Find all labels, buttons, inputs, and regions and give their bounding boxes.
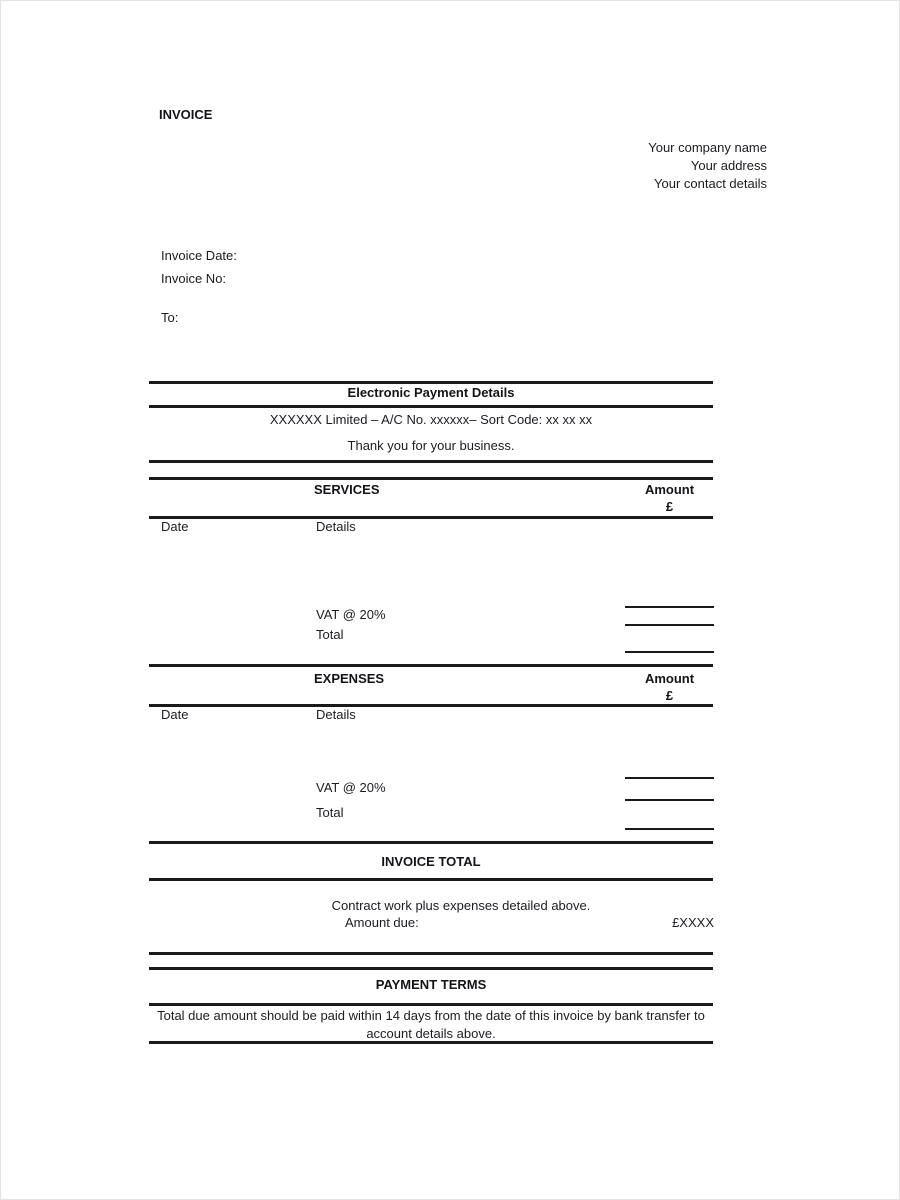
rule-expenses-under-heading	[149, 704, 713, 707]
invoice-total-description: Contract work plus expenses detailed above.	[331, 898, 591, 913]
payment-account-line: XXXXXX Limited – A/C No. xxxxxx– Sort Code: xx xx xx	[269, 412, 593, 427]
expenses-currency-symbol: £	[665, 688, 674, 703]
rule-services-under-heading	[149, 516, 713, 519]
services-vat-amount-line	[625, 624, 714, 626]
expenses-total-label: Total	[316, 805, 344, 820]
rule-expenses-top	[149, 664, 713, 667]
rule-payment-under-heading	[149, 405, 713, 408]
payment-details-heading: Electronic Payment Details	[347, 385, 515, 400]
amount-due-value: £XXXX	[672, 915, 714, 930]
expenses-vat-amount-line	[625, 799, 714, 801]
rule-invoice-total-under-heading	[149, 878, 713, 881]
rule-services-top	[149, 477, 713, 480]
rule-payment-top	[149, 381, 713, 384]
rule-invoice-total-top	[149, 841, 713, 844]
rule-payment-terms-under-heading	[149, 1003, 713, 1006]
payment-thanks-line: Thank you for your business.	[347, 438, 515, 453]
services-currency-symbol: £	[665, 499, 674, 514]
amount-due-label: Amount due:	[345, 915, 419, 930]
expenses-amount-header: Amount	[644, 671, 695, 686]
expenses-vat-label: VAT @ 20%	[316, 780, 386, 795]
page-title: INVOICE	[159, 107, 213, 122]
company-contact: Your contact details	[654, 176, 767, 191]
rule-payment-terms-bottom	[149, 1041, 713, 1044]
services-amount-header: Amount	[644, 482, 695, 497]
rule-payment-terms-top	[149, 967, 713, 970]
company-address: Your address	[690, 158, 767, 173]
bill-to-label: To:	[161, 310, 179, 325]
rule-invoice-total-bottom	[149, 952, 713, 955]
payment-terms-heading: PAYMENT TERMS	[375, 977, 487, 992]
services-vat-label: VAT @ 20%	[316, 607, 386, 622]
invoice-number-label: Invoice No:	[161, 271, 227, 286]
services-total-label: Total	[316, 627, 344, 642]
expenses-details-column-header: Details	[316, 707, 356, 722]
company-name: Your company name	[648, 140, 767, 155]
services-total-amount-line	[625, 651, 714, 653]
services-date-column-header: Date	[161, 519, 189, 534]
expenses-date-column-header: Date	[161, 707, 189, 722]
services-heading: SERVICES	[314, 482, 380, 497]
company-block	[648, 139, 767, 193]
expenses-subtotal-amount-line	[625, 777, 714, 779]
invoice-date-label: Invoice Date:	[161, 248, 237, 263]
services-subtotal-amount-line	[625, 606, 714, 608]
rule-payment-bottom	[149, 460, 713, 463]
expenses-heading: EXPENSES	[314, 671, 385, 686]
services-details-column-header: Details	[316, 519, 356, 534]
expenses-total-amount-line	[625, 828, 714, 830]
payment-terms-body: Total due amount should be paid within 14 days from the date of this invoice by bank transfer to account details above.	[157, 1008, 705, 1041]
invoice-total-heading: INVOICE TOTAL	[381, 854, 481, 869]
